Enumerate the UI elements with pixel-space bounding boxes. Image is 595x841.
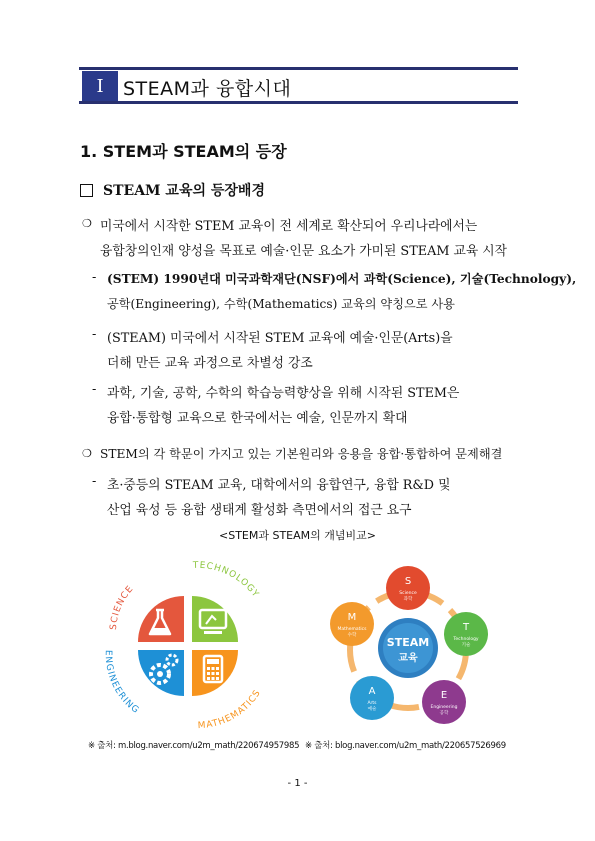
chapter-number: Ⅰ <box>82 71 118 101</box>
page-number: - 1 - <box>287 778 308 789</box>
dash-item-line: 과학, 기술, 공학, 수학의 학습능력향상을 위해 시작된 STEM은 <box>107 386 460 401</box>
checkbox-square-icon <box>80 184 93 197</box>
steam-diagram <box>318 560 498 732</box>
node-sub2: 수학 <box>347 633 357 638</box>
node-sub: Technology <box>453 637 479 642</box>
box-heading <box>80 180 265 200</box>
steam-center-subtitle: 교육 <box>398 653 418 664</box>
node-letter: E <box>440 690 448 701</box>
dash-item-line: 융합·통합형 교육으로 한국에서는 예술, 인문까지 확대 <box>107 411 408 426</box>
dash-item-line: 공학(Engineering), 수학(Mathematics) 교육의 약칭으로 사용 <box>107 297 455 311</box>
steam-node-s <box>386 566 430 610</box>
node-letter: T <box>462 622 470 633</box>
dash-marker: - <box>92 382 97 397</box>
engineering-label: ENGINEERING <box>102 649 141 717</box>
bullet-icon: ❍ <box>82 447 92 460</box>
steam-node-t <box>444 612 488 656</box>
node-sub2: 과학 <box>403 597 413 602</box>
steam-node-m <box>330 602 374 646</box>
paragraph-line: 미국에서 시작한 STEM 교육이 전 세계로 확산되어 우리나라에서는 <box>100 219 478 234</box>
chapter-bottom-rule <box>79 101 518 104</box>
node-sub: Arts <box>367 701 377 706</box>
paragraph-line: 융합창의인재 양성을 목표로 예술·인문 요소가 가미된 STEAM 교육 시작 <box>100 244 508 259</box>
node-sub2: 예술 <box>367 707 377 712</box>
node-letter: M <box>347 612 357 623</box>
paragraph-line: STEM의 각 학문이 가지고 있는 기본원리와 응용을 융합·통합하여 문제해결 <box>100 447 503 461</box>
dash-item-line: 더해 만든 교육 과정으로 차별성 강조 <box>107 356 313 371</box>
dash-item-line: (STEAM) 미국에서 시작된 STEM 교육에 예술·인문(Arts)을 <box>107 331 453 346</box>
node-sub: Science <box>399 591 417 596</box>
dash-item-line <box>107 270 576 287</box>
steam-center-title: STEAM <box>386 636 430 649</box>
figure-caption: <STEM과 STEAM의 개념비교> <box>219 529 376 542</box>
box-heading-text: STEAM 교육의 등장배경 <box>103 183 265 199</box>
mathematics-label: MATHEMATICS <box>197 688 264 732</box>
dash-marker: - <box>92 270 97 285</box>
section-title: 1. STEM과 STEAM의 등장 <box>80 142 287 161</box>
dash-item-text: (STEM) 1990년대 미국과학재단(NSF)에서 과학(Science), 기술(Technology), <box>107 272 577 286</box>
dash-marker: - <box>92 327 97 342</box>
node-letter: S <box>404 576 412 587</box>
technology-label: TECHNOLOGY <box>192 560 261 600</box>
node-letter: A <box>368 686 376 697</box>
dash-item-line: 초·중등의 STEAM 교육, 대학에서의 융합연구, 융합 R&D 및 <box>107 478 451 493</box>
bullet-icon: ❍ <box>82 217 92 230</box>
science-label: SCIENCE <box>108 583 136 631</box>
dash-marker: - <box>92 474 97 489</box>
node-sub2: 공학 <box>439 711 449 716</box>
chapter-top-rule <box>79 67 518 70</box>
node-sub: Mathematics <box>337 627 367 632</box>
source-left: ※ 출처: m.blog.naver.com/u2m_math/220674957985 <box>88 741 300 751</box>
chapter-title: STEAM과 융합시대 <box>123 77 292 100</box>
stem-diagram <box>98 560 278 732</box>
node-sub: Engineering <box>430 705 458 710</box>
node-sub2: 기술 <box>461 643 471 648</box>
steam-node-a <box>350 676 394 720</box>
steam-node-e <box>422 680 466 724</box>
dash-item-line: 산업 육성 등 융합 생태계 활성화 측면에서의 접근 요구 <box>107 503 412 518</box>
source-right: ※ 출처: blog.naver.com/u2m_math/220657526969 <box>305 741 506 751</box>
